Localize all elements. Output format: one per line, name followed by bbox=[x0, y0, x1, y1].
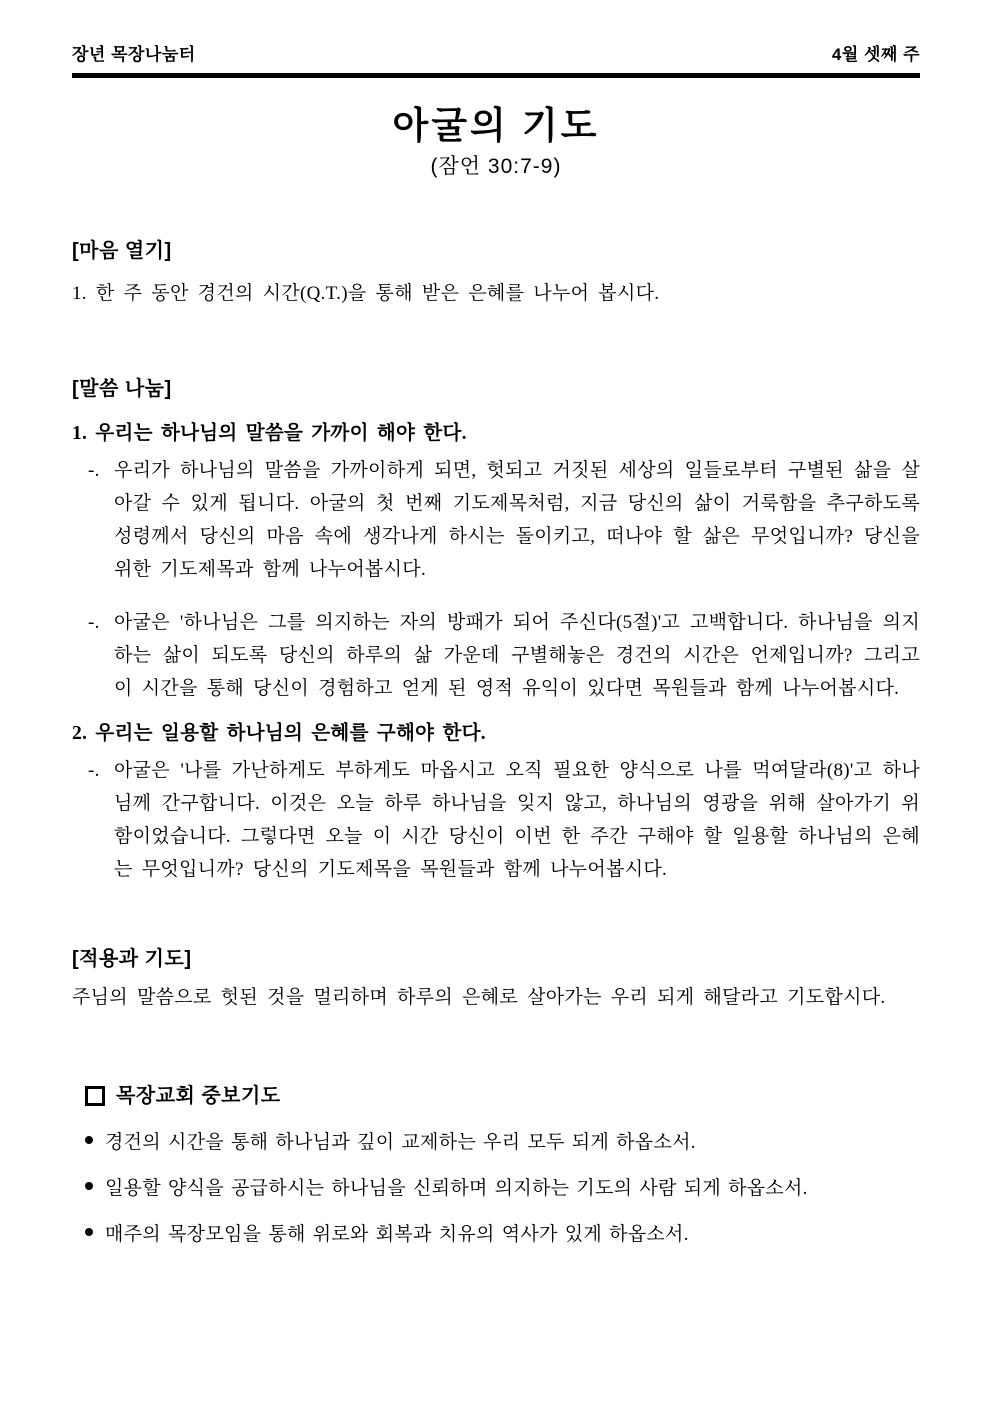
scripture-reference: (잠언 30:7-9) bbox=[430, 155, 562, 178]
section-heading-word-share: [말씀 나눔] bbox=[72, 378, 172, 400]
intercession-bullet-2 bbox=[85, 1176, 920, 1201]
bullet-text: 매주의 목장모임을 통해 위로와 회복과 치유의 역사가 있게 하옵소서. bbox=[105, 1224, 689, 1245]
word-share-point-2-heading: 2. 우리는 일용할 하나님의 은혜를 구해야 한다. bbox=[72, 723, 486, 744]
checkbox-icon bbox=[85, 1086, 105, 1106]
intercession-heading bbox=[85, 1083, 920, 1109]
intercession-bullet-1 bbox=[85, 1130, 920, 1155]
section-heading-application: [적용과 기도] bbox=[72, 948, 192, 970]
section-word-share bbox=[72, 376, 920, 886]
paragraph-text: 아굴은 '하나님은 그를 의지하는 자의 방패가 되어 주신다(5절)'고 고백합니다. 하나님을 의지하는 삶이 되도록 당신의 하루의 삶 가운데 구별해놓은 경건의 시간은 언제입니까? 그리고 이 시간을 통해 당신이 경험하고 얻게 된 영적 유익이 있다면 목원들과 함께 나누어봅시다. bbox=[114, 612, 920, 699]
header-right-label: 4월 셋째 주 bbox=[831, 45, 920, 64]
section-mind-open bbox=[72, 238, 920, 308]
dash-marker: -. bbox=[88, 760, 100, 781]
paragraph-text: 우리가 하나님의 말씀을 가까이하게 되면, 헛되고 거짓된 세상의 일들로부터 구별된 삶을 살아갈 수 있게 됩니다. 아굴의 첫 번째 기도제목처럼, 지금 당신의 삶이 거룩함을 추구하도록 성령께서 당신의 마음 속에 생각나게 하시는 돌이키고, 떠나야 할 삶은 무엇입니까? 당신을 위한 기도제목과 함께 나누어봅시다. bbox=[114, 460, 920, 580]
mind-open-question: 1. 한 주 동안 경건의 시간(Q.T.)을 통해 받은 은혜를 나누어 봅시다. bbox=[72, 283, 660, 304]
bullet-text: 경건의 시간을 통해 하나님과 깊이 교제하는 우리 모두 되게 하옵소서. bbox=[105, 1132, 696, 1153]
word-share-point-1-para-1 bbox=[88, 454, 920, 586]
header-rule bbox=[72, 73, 920, 78]
word-share-point-2-para-1 bbox=[88, 754, 920, 886]
document-title: 아굴의 기도 bbox=[392, 105, 600, 146]
page-header bbox=[72, 44, 920, 66]
bullet-text: 일용할 양식을 공급하시는 하나님을 신뢰하며 의지하는 기도의 사람 되게 하옵소서. bbox=[105, 1178, 808, 1199]
section-intercession bbox=[85, 1083, 920, 1247]
section-application-prayer bbox=[72, 946, 920, 1013]
intercession-heading-label: 목장교회 중보기도 bbox=[116, 1085, 281, 1107]
dash-marker: -. bbox=[88, 612, 100, 633]
bullet-icon bbox=[85, 1228, 93, 1236]
intercession-bullet-3 bbox=[85, 1222, 920, 1247]
word-share-point-1-heading: 1. 우리는 하나님의 말씀을 가까이 해야 한다. bbox=[72, 423, 467, 444]
section-heading-mind-open: [마음 열기] bbox=[72, 240, 172, 262]
bullet-icon bbox=[85, 1136, 93, 1144]
application-body: 주님의 말씀으로 헛된 것을 멀리하며 하루의 은혜로 살아가는 우리 되게 해달라고 기도합시다. bbox=[72, 987, 886, 1008]
header-left-label: 장년 목장나눔터 bbox=[72, 45, 196, 64]
dash-marker: -. bbox=[88, 460, 100, 481]
bullet-icon bbox=[85, 1182, 93, 1190]
paragraph-text: 아굴은 '나를 가난하게도 부하게도 마옵시고 오직 필요한 양식으로 나를 먹여달라(8)'고 하나님께 간구합니다. 이것은 오늘 하루 하나님을 잊지 않고, 하나님의 영광을 위해 살아가기 위함이었습니다. 그렇다면 오늘 이 시간 당신이 이번 한 주간 구해야 할 일용할 하나님의 은혜는 무엇입니까? 당신의 기도제목을 목원들과 함께 나누어봅시다. bbox=[114, 760, 920, 880]
word-share-point-1-para-2 bbox=[88, 606, 920, 705]
